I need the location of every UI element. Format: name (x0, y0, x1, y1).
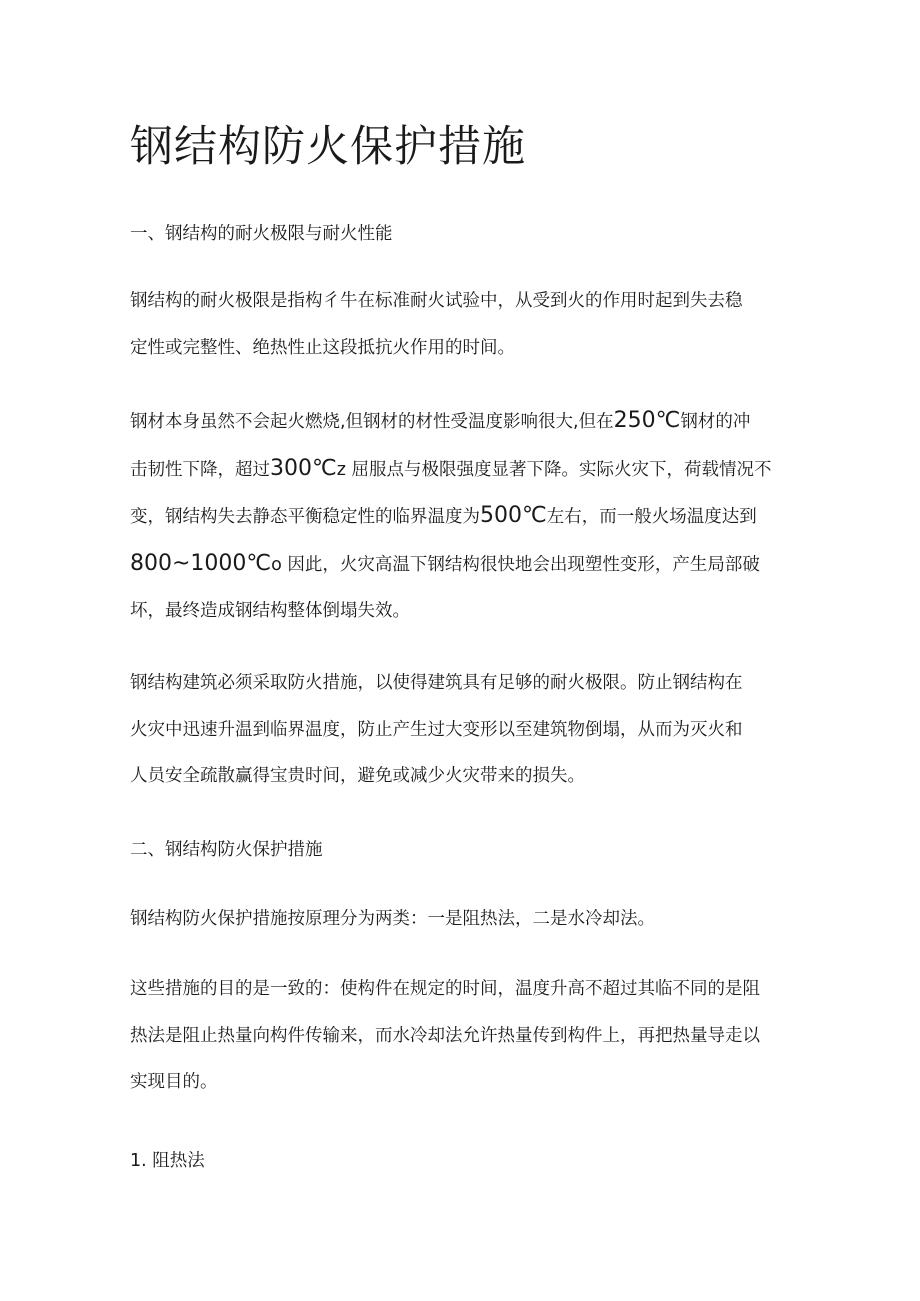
paragraph-fire-resistance-definition (130, 278, 790, 371)
text-segment: 左右，而一般火场温度达到 (546, 507, 757, 527)
document-title: 钢结构防火保护措施 (130, 122, 526, 172)
section-heading-1: 一、钢结构的耐火极限与耐火性能 (130, 224, 393, 244)
paragraph-fire-protection-necessity (130, 660, 790, 800)
text-segment: 钢材的冲 (680, 412, 751, 432)
paragraph-line: 钢结构的耐火极限是指构彳牛在标准耐火试验中，从受到火的作用时起到失去稳 (130, 291, 743, 311)
paragraph-line: 人员安全疏散赢得宝贵时间，避免或减少火灾带来的损失。 (130, 766, 585, 786)
paragraph-line (130, 493, 790, 541)
temperature-value: 500℃ (480, 503, 547, 528)
paragraph-protection-purpose (130, 966, 790, 1106)
paragraph-line: 火灾中迅速升温到临界温度，防止产生过大变形以至建筑物倒塌，从而为灭火和 (130, 719, 743, 740)
text-segment: 击韧性下降，超过 (130, 459, 270, 480)
section-heading-2: 二、钢结构防火保护措施 (130, 840, 323, 860)
text-segment: 变，钢结构失去静态平衡稳定性的临界温度为 (130, 507, 480, 527)
subsection-heading-insulation: 1. 阻热法 (130, 1151, 205, 1171)
text-segment: 坏，最终造成钢结构整体倒塌失效。 (130, 601, 410, 621)
paragraph-line (130, 398, 790, 446)
temperature-value: 250℃ (613, 408, 681, 433)
paragraph-line (130, 588, 790, 635)
text-segment: o 因此，火灾高温下钢结构很快地会出现塑性变形，产生局部破 (271, 554, 760, 575)
temperature-value: 300℃ (270, 455, 337, 481)
paragraph-line: 定性或完整性、绝热性止这段抵抗火作用的时间。 (130, 337, 515, 358)
temperature-value: 800~1000℃ (130, 550, 272, 576)
paragraph-protection-types (130, 896, 790, 943)
text-segment: 钢材本身虽然不会起火燃烧,但钢材的材性受温度影响很大,但在 (130, 412, 614, 432)
paragraph-steel-temperature (130, 398, 790, 635)
paragraph-line: 实现目的。 (130, 1072, 218, 1092)
paragraph-line: 这些措施的目的是一致的：使构件在规定的时间，温度升高不超过其临不同的是阻 (130, 979, 760, 999)
paragraph-line: 钢结构防火保护措施按原理分为两类：一是阻热法，二是水冷却法。 (130, 909, 655, 929)
text-segment: z 屈服点与极限强度显著下降。实际火灾下，荷载情况不 (336, 459, 772, 480)
paragraph-line (130, 446, 790, 494)
paragraph-line (130, 541, 790, 589)
paragraph-line: 钢结构建筑必须采取防火措施，以使得建筑具有足够的耐火极限。防止钢结构在 (130, 673, 743, 693)
paragraph-line: 热法是阻止热量向构件传输来，而水冷却法允许热量传到构件上，再把热量导走以 (130, 1025, 760, 1046)
